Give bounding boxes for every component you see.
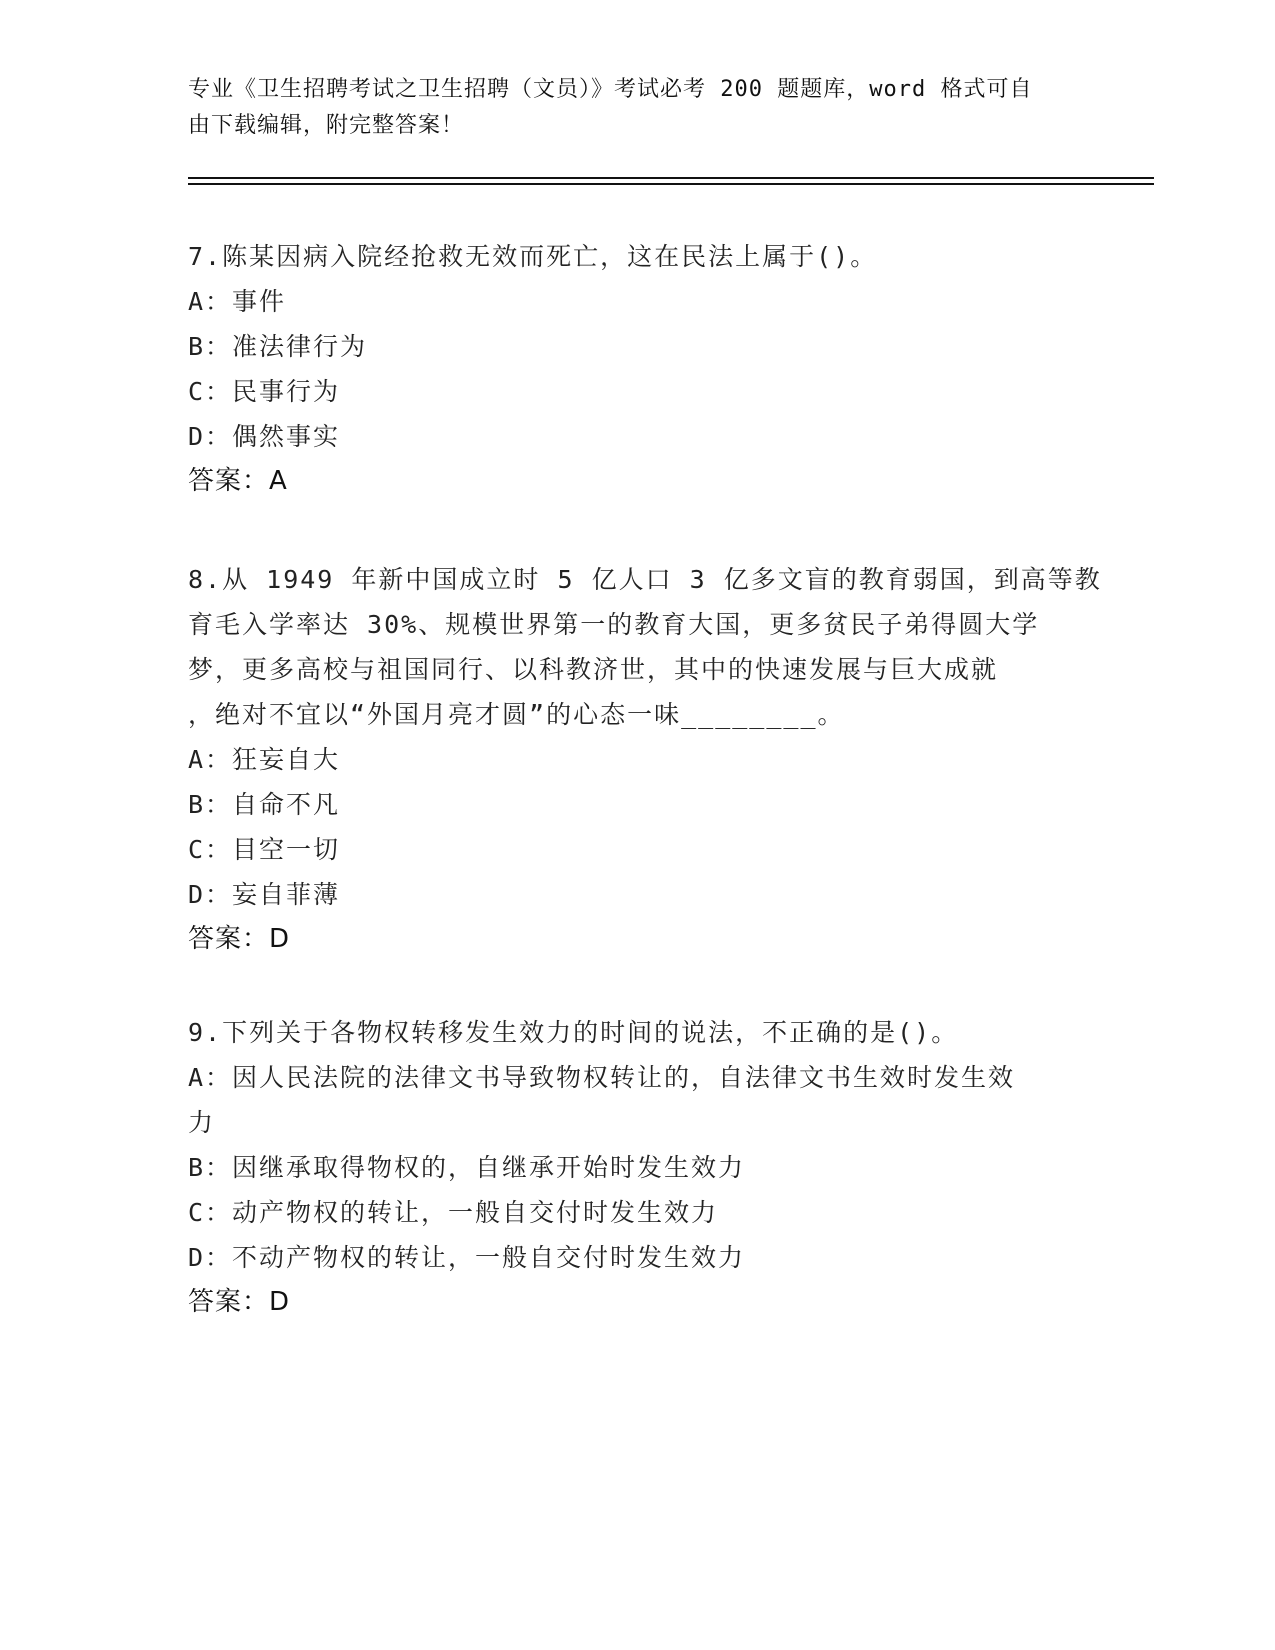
- question-stem: 育毛入学率达 30%、规模世界第一的教育大国，更多贫民子弟得圆大学: [188, 610, 1040, 639]
- option-c: C：动产物权的转让，一般自交付时发生效力: [188, 1198, 719, 1227]
- option-d: D：妄自菲薄: [188, 880, 341, 909]
- answer: 答案：D: [188, 1287, 291, 1317]
- option-d: D：不动产物权的转让，一般自交付时发生效力: [188, 1243, 746, 1272]
- option-a: 力: [188, 1108, 216, 1137]
- option-b: B：自命不凡: [188, 790, 341, 819]
- option-a: A：因人民法院的法律文书导致物权转让的，自法律文书生效时发生效: [188, 1063, 1016, 1092]
- question-stem: 7.陈某因病入院经抢救无效而死亡，这在民法上属于()。: [188, 242, 878, 271]
- option-a: A：狂妄自大: [188, 745, 341, 774]
- option-b: B：因继承取得物权的，自继承开始时发生效力: [188, 1153, 746, 1182]
- option-d: D：偶然事实: [188, 422, 341, 451]
- question-stem: 梦，更多高校与祖国同行、以科教济世，其中的快速发展与巨大成就: [188, 655, 999, 684]
- question-stem: ，绝对不宜以“外国月亮才圆”的心态一味________。: [188, 700, 845, 729]
- answer: 答案：D: [188, 924, 291, 954]
- header-divider: [188, 177, 1154, 179]
- question-8: [188, 557, 1102, 962]
- option-c: C：民事行为: [188, 377, 341, 406]
- question-stem: 8.从 1949 年新中国成立时 5 亿人口 3 亿多文盲的教育弱国，到高等教: [188, 565, 1102, 594]
- question-9: [188, 1010, 1088, 1325]
- question-stem: 9.下列关于各物权转移发生效力的时间的说法，不正确的是()。: [188, 1018, 959, 1047]
- question-7: [188, 234, 1088, 504]
- header-divider: [188, 183, 1154, 185]
- header-line: 专业《卫生招聘考试之卫生招聘（文员）》考试必考 200 题题库，word 格式可自: [188, 77, 1033, 102]
- header-line: 由下载编辑，附完整答案！: [188, 113, 465, 138]
- option-a: A：事件: [188, 287, 287, 316]
- option-c: C：目空一切: [188, 835, 341, 864]
- document-header: [188, 72, 1088, 144]
- answer: 答案：A: [188, 466, 288, 496]
- option-b: B：准法律行为: [188, 332, 368, 361]
